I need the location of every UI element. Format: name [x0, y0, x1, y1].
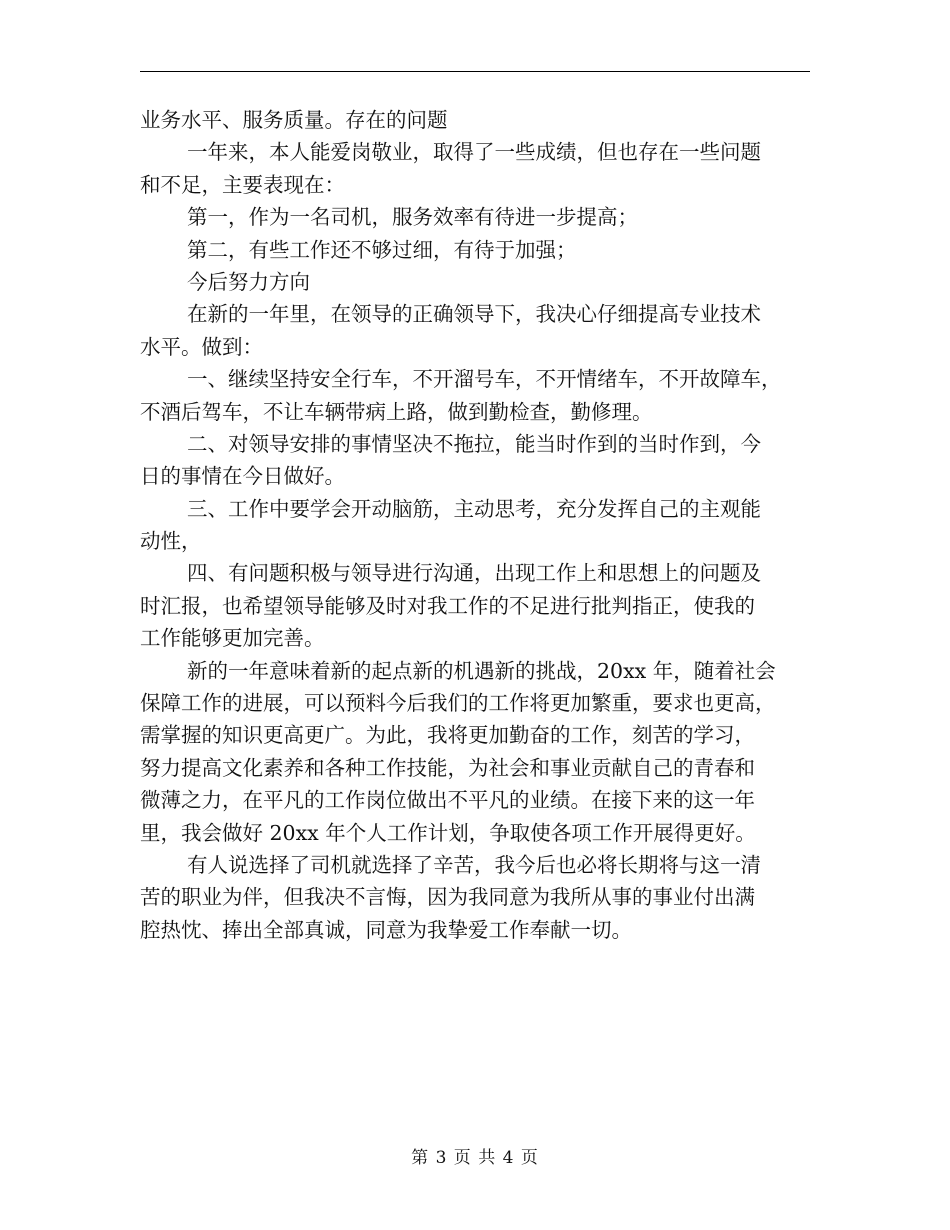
- text-line: 四、有问题积极与领导进行沟通，出现工作上和思想上的问题及: [187, 561, 761, 586]
- text-line: 和不足，主要表现在：: [140, 172, 345, 197]
- text-line: 日的事情在今日做好。: [140, 464, 345, 489]
- text-line: 里，我会做好 20xx 年个人工作计划，争取使各项工作开展得更好。: [140, 820, 756, 845]
- header-rule: [140, 71, 810, 72]
- text-line: 业务水平、服务质量。存在的问题: [140, 108, 448, 132]
- text-line: 三、工作中要学会开动脑筋，主动思考，充分发挥自己的主观能: [187, 496, 761, 521]
- text-line: 微薄之力，在平凡的工作岗位做出不平凡的业绩。在接下来的这一年: [140, 788, 755, 813]
- section-heading: 今后努力方向: [187, 269, 310, 294]
- text-line: 腔热忱、捧出全部真诚，同意为我挚爱工作奉献一切。: [140, 917, 632, 942]
- text-line: 第二，有些工作还不够过细，有待于加强；: [187, 237, 577, 262]
- text-line: 一年来，本人能爱岗敬业，取得了一些成绩，但也存在一些问题: [187, 140, 761, 165]
- text-line: 有人说选择了司机就选择了辛苦，我今后也必将长期将与这一清: [187, 852, 761, 877]
- text-line: 水平。做到：: [140, 334, 263, 359]
- text-line: 第一，作为一名司机，服务效率有待进一步提高；: [187, 205, 638, 230]
- text-line: 工作能够更加完善。: [140, 626, 325, 651]
- text-line: 不酒后驾车，不让车辆带病上路，做到勤检查，勤修理。: [140, 399, 653, 424]
- page-number: 第 3 页 共 4 页: [411, 1148, 539, 1168]
- text-line: 苦的职业为伴，但我决不言悔，因为我同意为我所从事的事业付出满: [140, 885, 755, 910]
- document-body: [140, 104, 820, 946]
- text-line: 新的一年意味着新的起点新的机遇新的挑战，20xx 年，随着社会: [187, 658, 776, 683]
- text-line: 需掌握的知识更高更广。为此，我将更加勤奋的工作，刻苦的学习，: [140, 723, 755, 748]
- text-line: 时汇报，也希望领导能够及时对我工作的不足进行批判指正，使我的: [140, 593, 755, 618]
- text-line: 保障工作的进展，可以预料今后我们的工作将更加繁重，要求也更高，: [140, 691, 776, 716]
- text-line: 一、继续坚持安全行车，不开溜号车，不开情绪车，不开故障车，: [187, 367, 782, 392]
- text-line: 努力提高文化素养和各种工作技能，为社会和事业贡献自己的青春和: [140, 755, 755, 780]
- text-line: 二、对领导安排的事情坚决不拖拉，能当时作到的当时作到，今: [187, 431, 761, 456]
- text-line: 动性，: [140, 529, 202, 554]
- text-line: 在新的一年里，在领导的正确领导下，我决心仔细提高专业技术: [187, 302, 761, 327]
- page-footer: [0, 1144, 950, 1172]
